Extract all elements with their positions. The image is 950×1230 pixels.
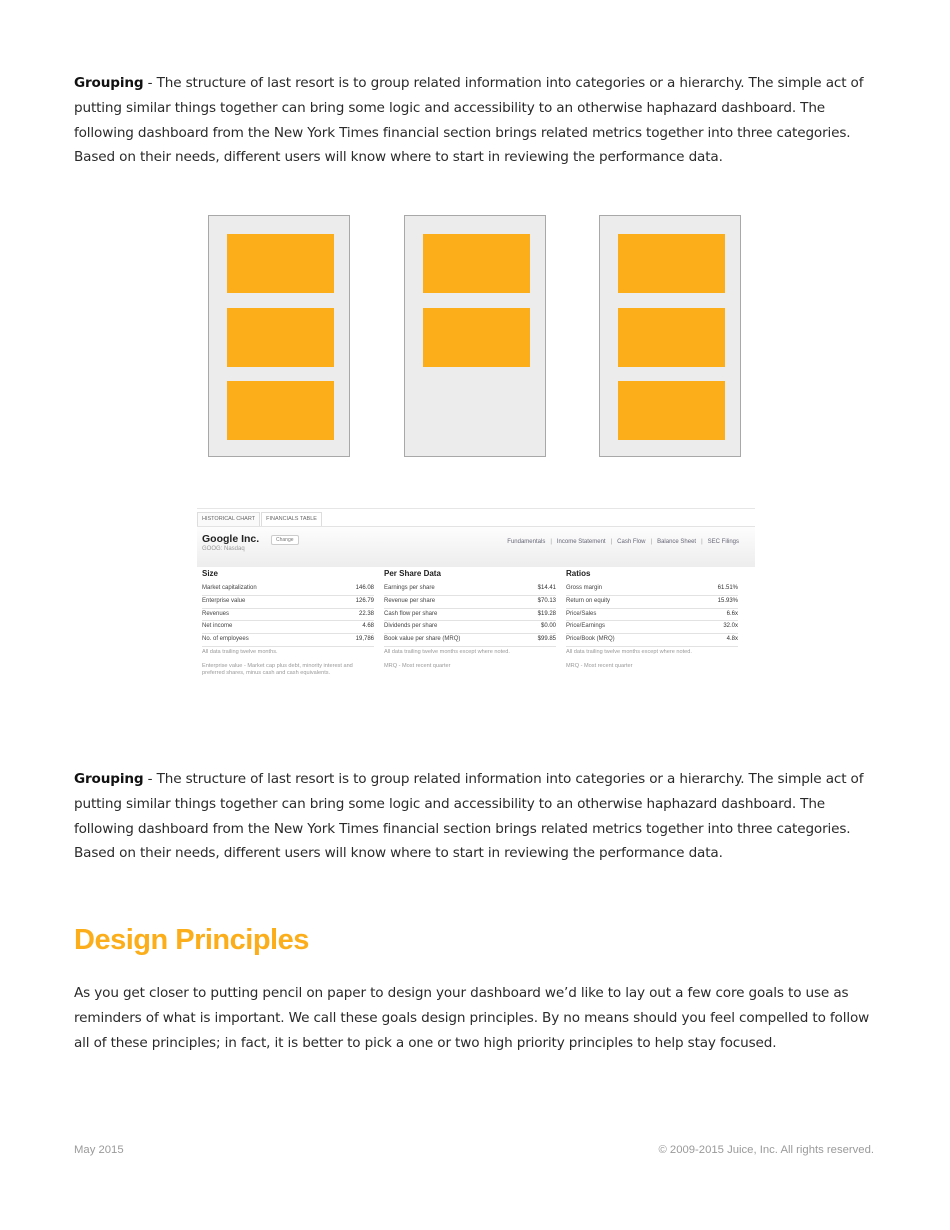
- table-row: No. of employees 19,786: [202, 634, 374, 647]
- link-sec-filings[interactable]: SEC Filings: [707, 539, 739, 545]
- grouping-lead: Grouping: [74, 75, 144, 91]
- table-row: Revenues 22.38: [202, 609, 374, 622]
- design-principles-paragraph: As you get closer to putting pencil on paper to design your dashboard we’d like to lay out a few core goals to use as reminders of what is important. We call these goals design principles. By no means should you feel compelled to follow all of these principles; in fact, it is better to pick a one or two high priority principles to help stay focused.: [74, 985, 870, 1051]
- section-note: All data trailing twelve months.: [202, 648, 278, 655]
- grouping-lead: Grouping: [74, 771, 144, 787]
- tab-financials-table[interactable]: FINANCIALS TABLE: [261, 512, 322, 526]
- wireframe-block: [423, 234, 530, 293]
- wireframe-column-1: [208, 215, 350, 457]
- table-row: Price/Earnings 32.0x: [566, 621, 738, 634]
- section-title: Per Share Data: [384, 569, 441, 578]
- wireframe-block: [227, 234, 334, 293]
- table-row: Market capitalization 146.08: [202, 583, 374, 596]
- section-heading: Design Principles: [74, 924, 309, 956]
- table-row: Price/Book (MRQ) 4.8x: [566, 634, 738, 647]
- wireframe-block: [618, 234, 725, 293]
- table-row: Cash flow per share $19.28: [384, 609, 556, 622]
- financials-tabs: [197, 512, 323, 526]
- change-button[interactable]: Change: [271, 535, 299, 545]
- link-cash-flow[interactable]: Cash Flow: [617, 539, 646, 545]
- wireframe-block: [423, 308, 530, 367]
- table-row: Gross margin 61.51%: [566, 583, 738, 596]
- grouping-text: - The structure of last resort is to group related information into categories or a hierarchy. The simple act of putting similar things together can bring some logic and accessibility to an otherwise haphazard dashboard. The following dashboard from the New York Times financial section brings related metrics together into three categories. Based on their needs, different users will know where to start in reviewing the performance data.: [74, 75, 864, 166]
- grouping-text: - The structure of last resort is to group related information into categories or a hierarchy. The simple act of putting similar things together can bring some logic and accessibility to an otherwise haphazard dashboard. The following dashboard from the New York Times financial section brings related metrics together into three categories. Based on their needs, different users will know where to start in reviewing the performance data.: [74, 771, 864, 862]
- section-note: All data trailing twelve months except where noted.: [384, 648, 510, 655]
- table-row: Revenue per share $70.13: [384, 596, 556, 609]
- section-footnote: MRQ - Most recent quarter: [566, 662, 633, 669]
- footer-copyright: © 2009-2015 Juice, Inc. All rights reserved.: [658, 1144, 874, 1156]
- section-per-share-data: [384, 569, 556, 670]
- financials-table-screenshot: [197, 508, 755, 681]
- wireframe-block: [227, 381, 334, 440]
- table-row: Return on equity 15.93%: [566, 596, 738, 609]
- table-row: Earnings per share $14.41: [384, 583, 556, 596]
- company-ticker: GOOG: Nasdaq: [202, 546, 245, 552]
- link-fundamentals[interactable]: Fundamentals: [507, 539, 546, 545]
- section-footnote: Enterprise value - Market cap plus debt, minority interest and preferred shares, minus cash and cash equivalents.: [202, 662, 353, 676]
- financials-links: Fundamentals | Income Statement | Cash Flow | Balance Sheet | SEC Filings: [507, 539, 739, 545]
- section-title: Ratios: [566, 569, 591, 578]
- wireframe-block: [618, 308, 725, 367]
- section-note: All data trailing twelve months except where noted.: [566, 648, 692, 655]
- table-row: Book value per share (MRQ) $99.85: [384, 634, 556, 647]
- wireframe-column-3: [599, 215, 741, 457]
- section-size: [202, 569, 374, 677]
- table-row: Price/Sales 6.6x: [566, 609, 738, 622]
- section-title: Size: [202, 569, 219, 578]
- wireframe-block: [618, 381, 725, 440]
- section-footnote: MRQ - Most recent quarter: [384, 662, 451, 669]
- table-row: Net income 4.68: [202, 621, 374, 634]
- wireframe-block: [227, 308, 334, 367]
- tab-historical-chart[interactable]: HISTORICAL CHART: [197, 512, 260, 526]
- table-row: Enterprise value 126.79: [202, 596, 374, 609]
- table-row: Dividends per share $0.00: [384, 621, 556, 634]
- company-header: [197, 527, 755, 567]
- section-ratios: [566, 569, 738, 670]
- grouping-paragraph-1: [74, 71, 884, 170]
- link-balance-sheet[interactable]: Balance Sheet: [657, 539, 697, 545]
- company-name: Google Inc.: [202, 533, 260, 545]
- footer-date: May 2015: [74, 1144, 124, 1156]
- wireframe-column-2: [404, 215, 546, 457]
- link-income-statement[interactable]: Income Statement: [556, 539, 606, 545]
- grouping-paragraph-2: [74, 767, 884, 866]
